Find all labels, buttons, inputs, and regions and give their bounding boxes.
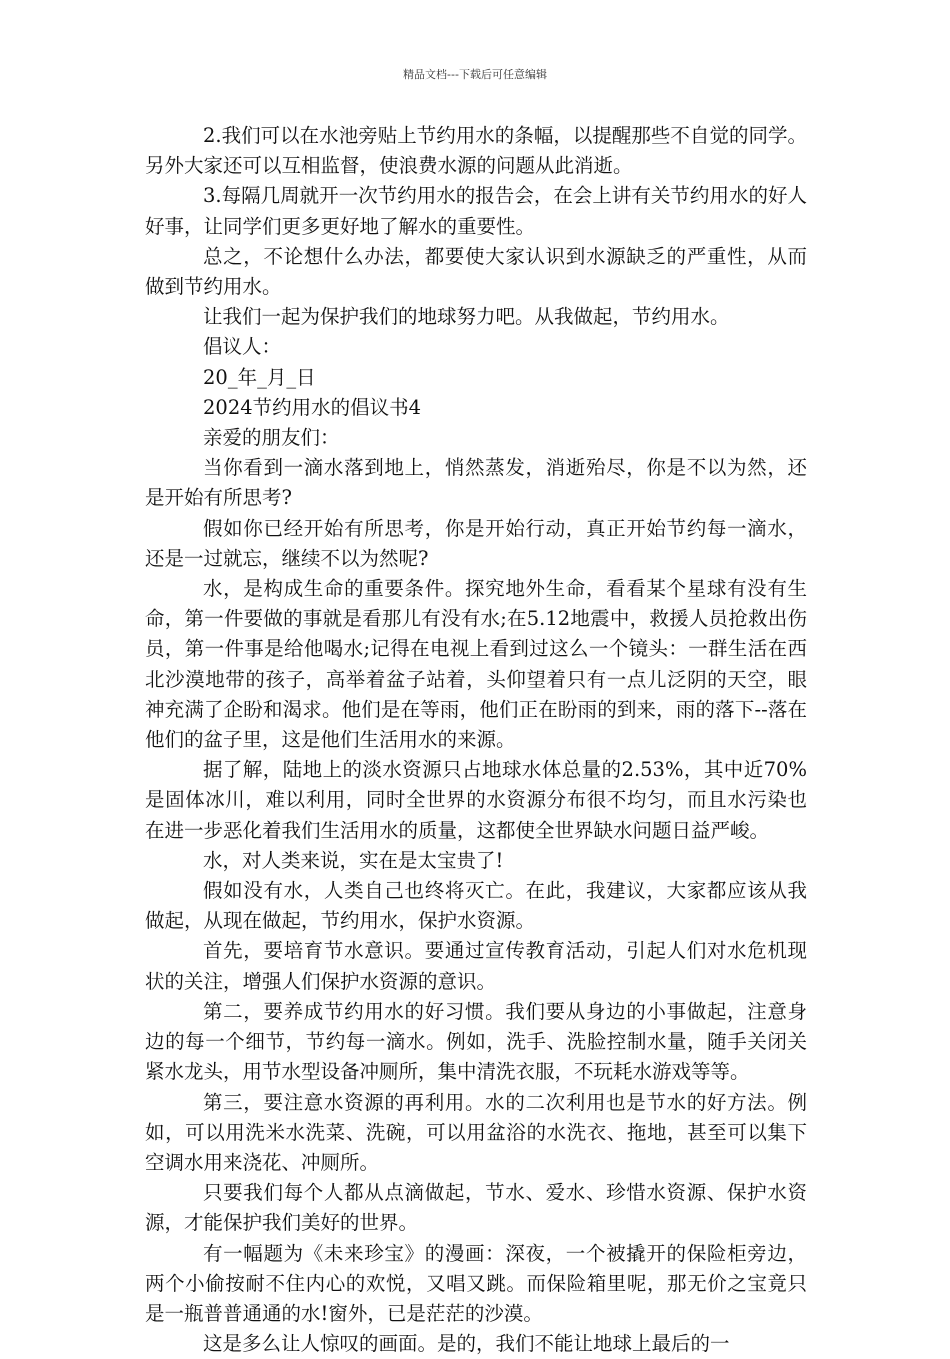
paragraph: 当你看到一滴水落到地上，悄然蒸发，消逝殆尽，你是不以为然，还是开始有所思考? [145,456,807,510]
section-title: 2024节约用水的倡议书4 [203,395,422,419]
paragraph: 2.我们可以在水池旁贴上节约用水的条幅，以提醒那些不自觉的同学。另外大家还可以互相监督，使浪费水源的问题从此消逝。 [145,124,807,178]
page-header: 精品文档---下载后可任意编辑 [403,68,547,81]
paragraph: 假如你已经开始有所思考，你是开始行动，真正开始节约每一滴水，还是一过就忘，继续不以为然呢? [145,516,807,570]
paragraph: 第三，要注意水资源的再利用。水的二次利用也是节水的好方法。例如，可以用洗米水洗菜、洗碗，可以用盆浴的水洗衣、拖地，甚至可以集下空调水用来浇花、冲厕所。 [145,1090,807,1174]
paragraph: 3.每隔几周就开一次节约用水的报告会，在会上讲有关节约用水的好人好事，让同学们更多更好地了解水的重要性。 [145,184,807,238]
paragraph: 水，是构成生命的重要条件。探究地外生命，看看某个星球有没有生命，第一件要做的事就是看那儿有没有水;在5.12地震中，救援人员抢救出伤员，第一件事是给他喝水;记得在电视上看到过这么一个镜头：一群生活在西北沙漠地带的孩子，高举着盆子站着，头仰望着只有一点儿泛阴的天空，眼神充满了企盼和渴求。他们是在等雨，他们正在盼雨的到来，雨的落下--落在他们的盆子里，这是他们生活用水的来源。 [145,577,807,752]
paragraph: 总之，不论想什么办法，都要使大家认识到水源缺乏的严重性，从而做到节约用水。 [145,244,807,299]
paragraph: 第二，要养成节约用水的好习惯。我们要从身边的小事做起，注意身边的每一个细节，节约每一滴水。例如，洗手、洗脸控制水量，随手关闭关紧水龙头，用节水型设备冲厕所，集中清洗衣服，不玩耗水游戏等等。 [145,999,807,1084]
paragraph: 首先，要培育节水意识。要通过宣传教育活动，引起人们对水危机现状的关注，增强人们保护水资源的意识。 [145,939,807,993]
paragraph: 假如没有水，人类自己也终将灭亡。在此，我建议，大家都应该从我做起，从现在做起，节约用水，保护水资源。 [145,879,807,933]
paragraph: 有一幅题为《未来珍宝》的漫画：深夜，一个被撬开的保险柜旁边，两个小偷按耐不住内心的欢悦，又唱又跳。而保险箱里呢，那无价之宝竟只是一瓶普普通通的水!窗外，已是茫茫的沙漠。 [145,1241,807,1325]
document-body [145,121,807,1359]
salutation: 亲爱的朋友们： [203,426,340,450]
paragraph: 据了解，陆地上的淡水资源只占地球水体总量的2.53%，其中近70%是固体冰川，难以利用，同时全世界的水资源分布很不均匀，而且水污染也在进一步恶化着我们生活用水的质量，这都使全世界缺水问题日益严峻。 [145,758,807,842]
signatory-label: 倡议人： [203,335,282,359]
date-line: 20_年_月_日 [203,365,316,389]
paragraph: 只要我们每个人都从点滴做起，节水、爱水、珍惜水资源、保护水资源，才能保护我们美好的世界。 [145,1181,807,1235]
paragraph: 水，对人类来说，实在是太宝贵了! [203,848,504,872]
paragraph: 让我们一起为保护我们的地球努力吧。从我做起，节约用水。 [203,305,730,329]
paragraph: 这是多么让人惊叹的画面。是的，我们不能让地球上最后的一 [203,1332,730,1356]
